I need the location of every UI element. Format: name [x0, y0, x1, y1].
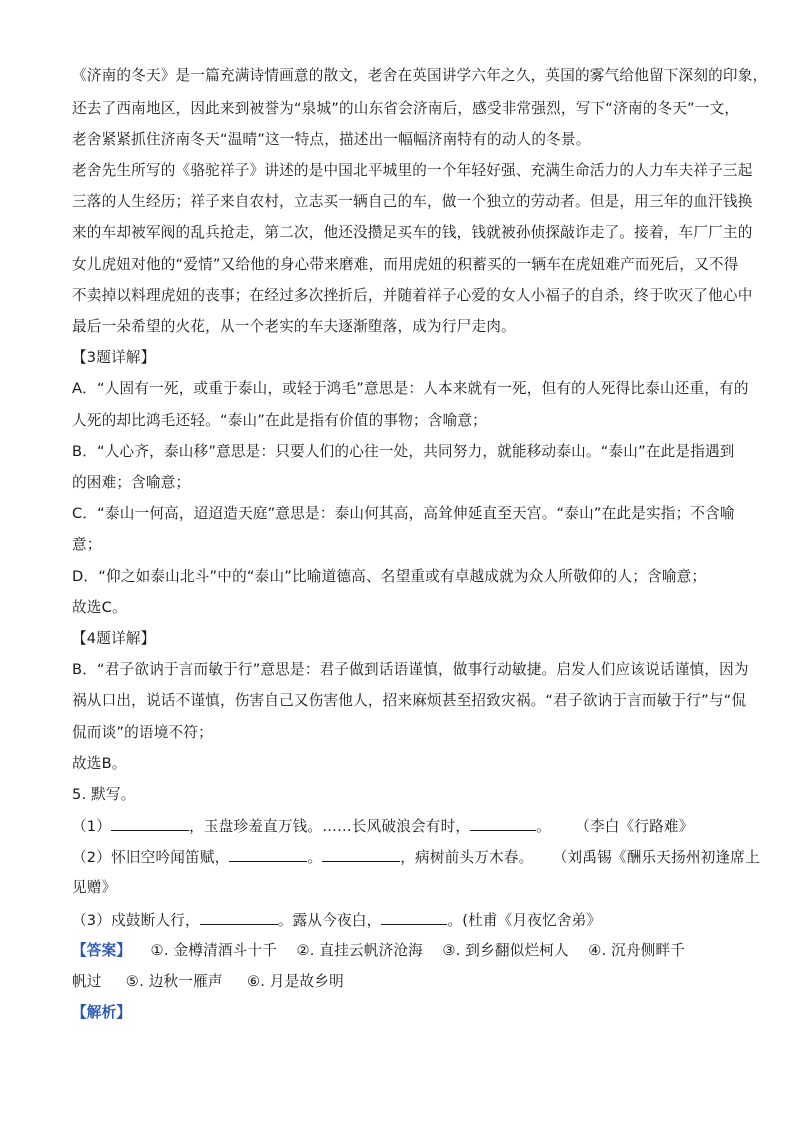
q2-source: （刘禹锡《酬乐天扬州初逢席上	[552, 849, 760, 866]
q1-text: ，玉盘珍羞直万钱。……长风破浪会有时，	[189, 818, 471, 835]
q1-source: （李白《行路难》	[575, 818, 694, 835]
paragraph-line: 还去了西南地区，因此来到被誉为“泉城”的山东省会济南后，感受非常强烈，写下“济南的冬天”一文，	[72, 100, 740, 117]
paragraph-line: B．“人心齐，泰山移”意思是：只要人们的心往一处，共同努力，就能移动泰山。“泰山”在此是指遇到	[72, 443, 735, 460]
paragraph-line: 女儿虎妞对他的“爱情”又给他的身心带来磨难，而用虎妞的积蓄买的一辆车在虎妞难产而死后，又不得	[72, 256, 739, 273]
answer-blank	[229, 847, 307, 862]
paragraph-line: 故选C。	[72, 599, 127, 616]
answer-item: ⑤. 边秋一雁声	[125, 973, 223, 990]
paragraph-line: 三落的人生经历；祥子来自农村，立志买一辆自己的车，做一个独立的劳动者。但是，用三年的血汗钱换	[72, 193, 753, 210]
paragraph-line: 人死的却比鸿毛还轻。“泰山”在此是指有价值的事物；含喻意；	[72, 412, 487, 429]
question-item-3	[72, 910, 601, 931]
q2-prefix: （2）怀旧空吟闻笛赋，	[72, 849, 230, 866]
paragraph-line: A．“人固有一死，或重于泰山，或轻于鸿毛”意思是：人本来就有一死，但有的人死得比泰山还重，有的	[72, 380, 749, 397]
paragraph-line: 来的车却被军阀的乱兵抢走，第二次，他还没攒足买车的钱，钱就被孙侦探敲诈走了。接着，车厂厂主的	[72, 224, 753, 241]
answer-line	[72, 941, 685, 961]
q1-end: 。	[536, 818, 551, 835]
question-item-2	[72, 847, 760, 868]
paragraph-line: 最后一朵希望的火花，从一个老实的车夫逐渐堕落，成为行尸走肉。	[72, 318, 516, 335]
paragraph-line: 不卖掉以料理虎妞的丧事；在经过多次挫折后，并随着祥子心爱的女人小福子的自杀，终于吹灭了他心中	[72, 287, 753, 304]
answer-blank	[470, 816, 536, 831]
analysis-tag: 【解析】	[72, 1004, 132, 1021]
paragraph-line: 祸从口出，说话不谨慎，伤害自己又伤害他人，招来麻烦甚至招致灾祸。“君子欲讷于言而敏于行”与“侃	[72, 692, 747, 709]
answer-item: ①. 金樽清酒斗十千	[150, 942, 278, 959]
q3-text: 。露从今夜白，	[277, 912, 382, 929]
answer-line-cont	[72, 972, 344, 992]
paragraph-line: B．“君子欲讷于言而敏于行”意思是：君子做到话语谨慎，做事行动敏捷。启发人们应该说话谨慎，因为	[72, 661, 749, 678]
q2-text-2: ，病树前头万木春。	[400, 849, 534, 866]
q2-text-1: 。	[307, 849, 323, 866]
q3-prefix: （3）戍鼓断人行，	[72, 912, 200, 929]
answer-item-cont: 帆过	[72, 973, 102, 990]
answer-item: ④. 沉舟侧畔千	[588, 942, 686, 959]
answer-tag: 【答案】	[72, 942, 132, 959]
paragraph-line: 的困难；含喻意；	[72, 474, 191, 491]
answer-blank	[111, 816, 189, 831]
answer-item: ⑥. 月是故乡明	[246, 973, 344, 990]
question-item-1	[72, 816, 694, 837]
paragraph-line: C．“泰山一何高，迢迢造天庭”意思是：泰山何其高，高耸伸延直至天宫。“泰山”在此是实指；不含喻	[72, 505, 735, 522]
answer-blank	[381, 910, 447, 925]
paragraph-line: 意；	[72, 536, 102, 553]
question-item-2-cont: 见赠》	[72, 879, 117, 896]
paragraph-line: 老舍先生所写的《骆驼祥子》讲述的是中国北平城里的一个年轻好强、充满生命活力的人力车夫祥子三起	[72, 162, 753, 179]
paragraph-line: 故选B。	[72, 755, 127, 772]
answer-blank	[200, 910, 278, 925]
section-heading: 【3题详解】	[72, 349, 156, 366]
q1-prefix: （1）	[72, 818, 112, 835]
paragraph-line: 《济南的冬天》是一篇充满诗情画意的散文，老舍在英国讲学六年之久，英国的雾气给他留下深刻的印象，	[72, 67, 768, 84]
section-heading: 【4题详解】	[72, 630, 156, 647]
answer-blank	[322, 847, 400, 862]
paragraph-line: 侃而谈”的语境不符；	[72, 724, 213, 741]
paragraph-line: D．“仰之如泰山北斗”中的“泰山”比喻道德高、名望重或有卓越成就为众人所敬仰的人；含喻意；	[72, 568, 707, 585]
question-title: 5. 默写。	[72, 786, 136, 803]
q3-end: 。(杜甫《月夜忆舍弟》	[447, 912, 602, 929]
answer-item: ③. 到乡翻似烂柯人	[442, 942, 569, 959]
paragraph-line: 老舍紧紧抓住济南冬天“温晴”这一特点，描述出一幅幅济南特有的动人的冬景。	[72, 131, 591, 148]
answer-item: ②. 直挂云帆济沧海	[296, 942, 423, 959]
